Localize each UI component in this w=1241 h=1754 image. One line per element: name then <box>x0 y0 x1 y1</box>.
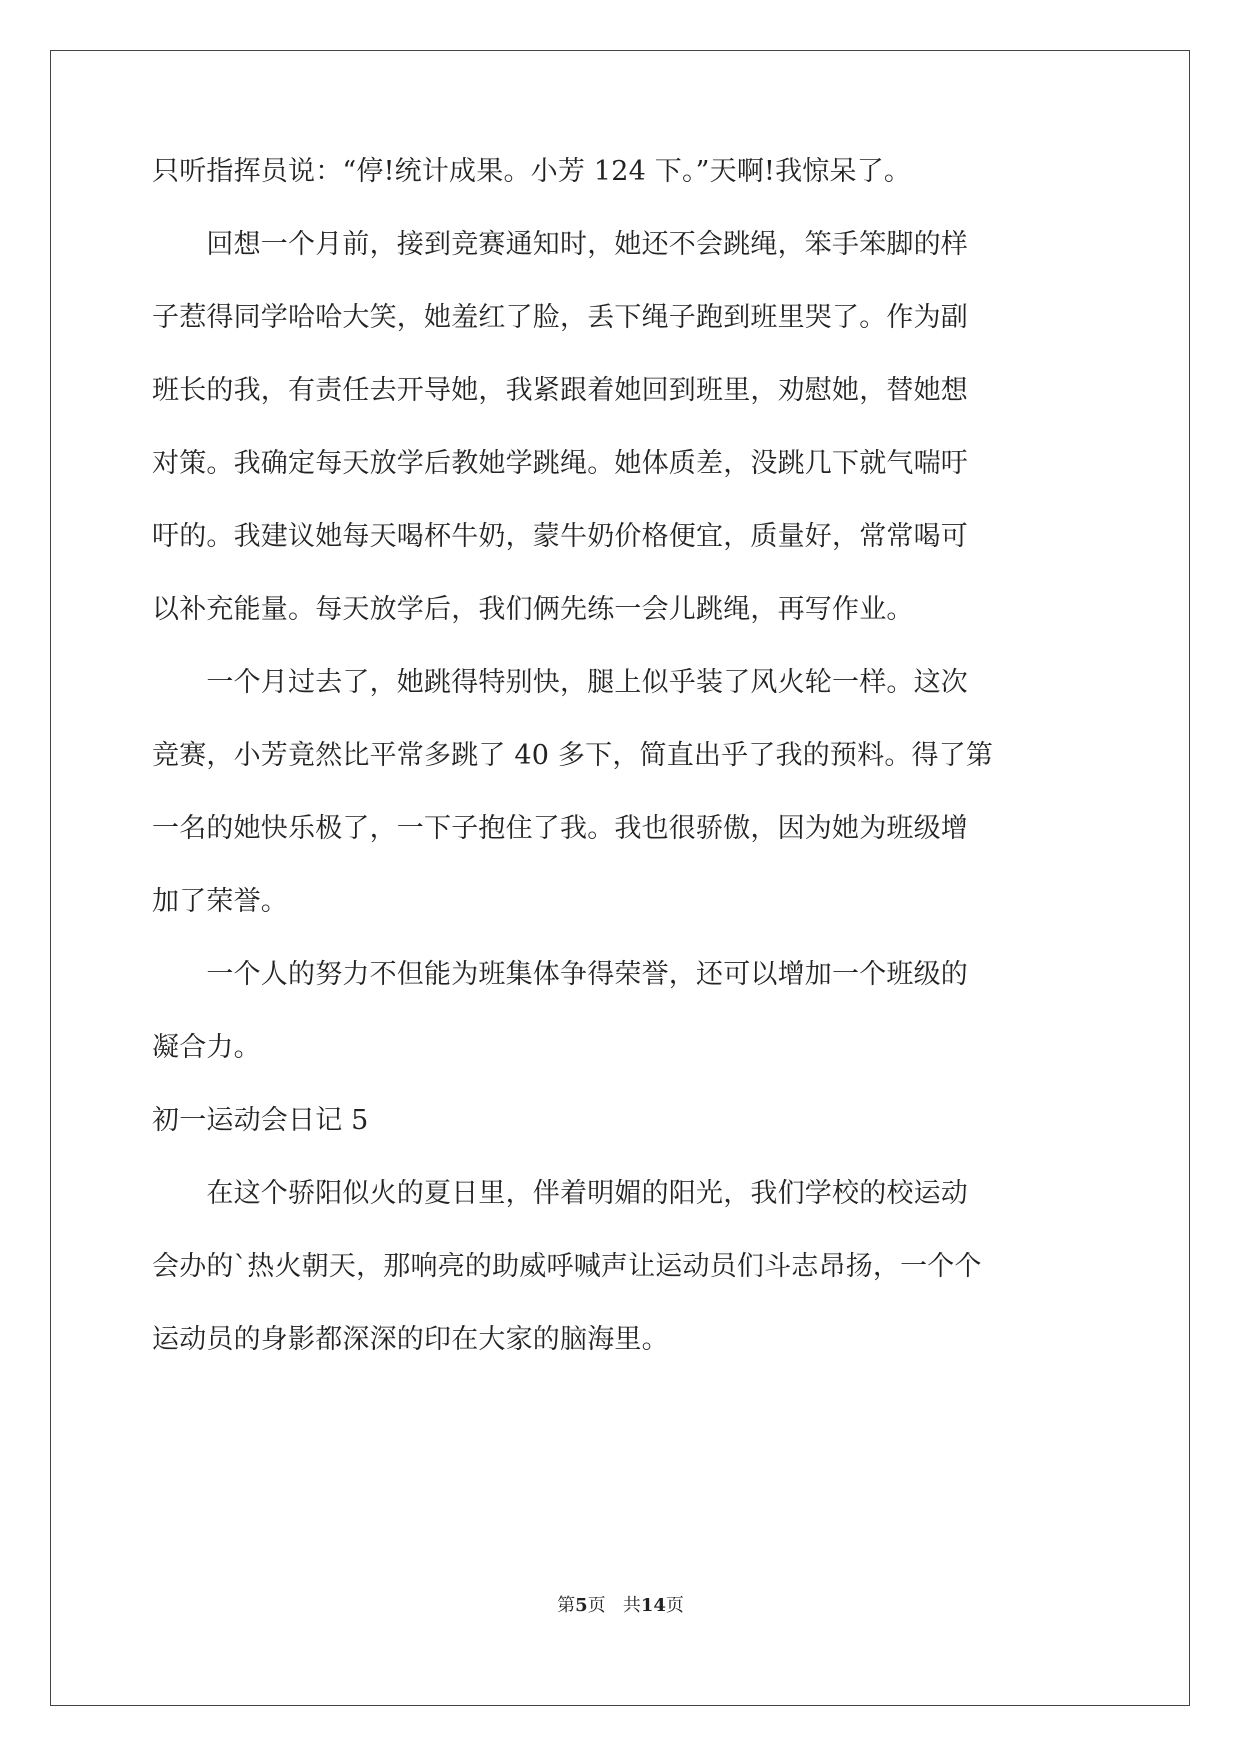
text-line: 以补充能量。每天放学后，我们俩先练一会儿跳绳，再写作业。 <box>152 594 914 625</box>
page-number: 5 <box>575 1595 588 1616</box>
page-label-suffix: 页 <box>587 1595 606 1616</box>
total-label-prefix: 共 <box>622 1595 641 1616</box>
text-line: 吁的。我建议她每天喝杯牛奶，蒙牛奶价格便宜，质量好，常常喝可 <box>152 521 968 552</box>
text-line: 会办的`热火朝天，那响亮的助威呼喊声让运动员们斗志昂扬，一个个 <box>152 1251 982 1282</box>
page-footer <box>0 1594 1241 1618</box>
text-line: 只听指挥员说：“停!统计成果。小芳 124 下。”天啊!我惊呆了。 <box>152 156 912 187</box>
text-line: 一名的她快乐极了，一下子抱住了我。我也很骄傲，因为她为班级增 <box>152 813 968 844</box>
text-line: 子惹得同学哈哈大笑，她羞红了脸，丢下绳子跑到班里哭了。作为副 <box>152 302 968 333</box>
text-line: 运动员的身影都深深的印在大家的脑海里。 <box>152 1324 669 1355</box>
page-label-prefix: 第 <box>557 1595 576 1616</box>
total-pages: 14 <box>640 1595 666 1616</box>
text-line: 竞赛，小芳竟然比平常多跳了 40 多下，简直出乎了我的预料。得了第 <box>152 740 994 771</box>
text-line: 一个月过去了，她跳得特别快，腿上似乎装了风火轮一样。这次 <box>152 667 968 698</box>
total-label-suffix: 页 <box>665 1595 684 1616</box>
text-line: 在这个骄阳似火的夏日里，伴着明媚的阳光，我们学校的校运动 <box>152 1178 968 1209</box>
text-line: 一个人的努力不但能为班集体争得荣誉，还可以增加一个班级的 <box>152 959 968 990</box>
text-line: 凝合力。 <box>152 1032 261 1063</box>
text-line: 对策。我确定每天放学后教她学跳绳。她体质差，没跳几下就气喘吁 <box>152 448 968 479</box>
text-line: 回想一个月前，接到竞赛通知时，她还不会跳绳，笨手笨脚的样 <box>152 229 968 260</box>
text-line: 加了荣誉。 <box>152 886 288 917</box>
text-line: 班长的我，有责任去开导她，我紧跟着她回到班里，劝慰她，替她想 <box>152 375 968 406</box>
section-heading: 初一运动会日记 5 <box>152 1105 369 1136</box>
